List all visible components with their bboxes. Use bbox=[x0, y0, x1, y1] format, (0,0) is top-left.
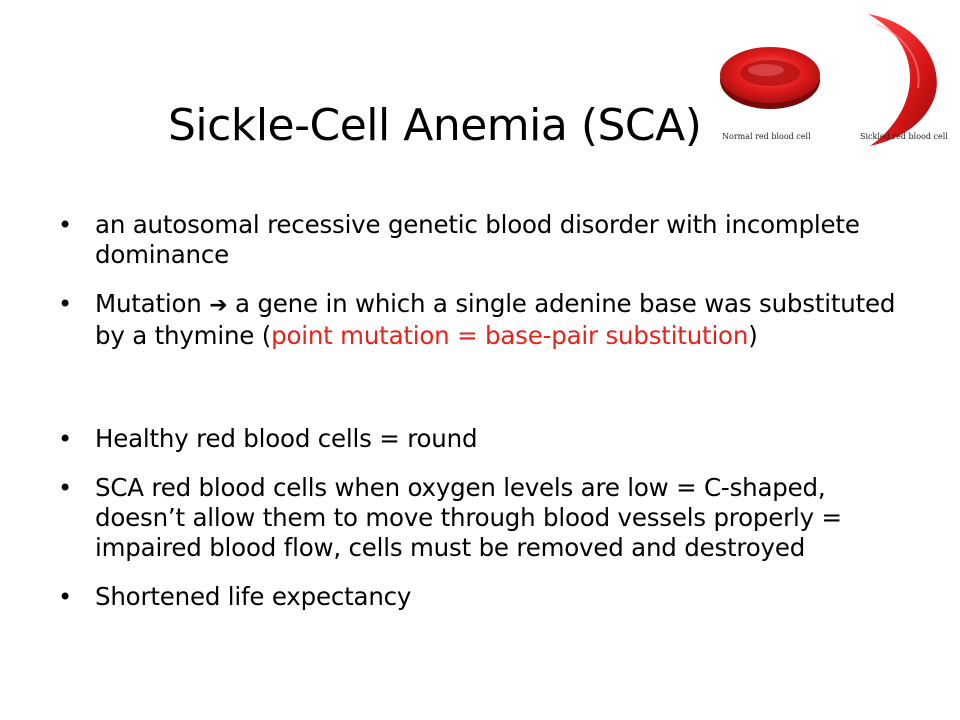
bullet-item bbox=[58, 473, 918, 563]
bullet-text-pre: Mutation bbox=[95, 289, 210, 318]
highlight-text: point mutation = base-pair substitution bbox=[271, 321, 749, 350]
normal-cell-caption: Normal red blood cell bbox=[722, 132, 811, 141]
bullet-item bbox=[58, 424, 918, 454]
bullet-text: Healthy red blood cells = round bbox=[95, 424, 478, 453]
bullet-text: Shortened life expectancy bbox=[95, 582, 412, 611]
bullet-text-mid: a gene in which a single adenine base was substituted by a thymine ( bbox=[95, 289, 896, 350]
normal-red-blood-cell-icon bbox=[720, 47, 820, 109]
bullet-text: SCA red blood cells when oxygen levels are low = C-shaped, doesn’t allow them to move through blood vessels properly = impaired blood flow, cells must be removed and destroyed bbox=[95, 473, 842, 562]
sickled-cell-caption: Sickled red blood cell bbox=[860, 132, 948, 141]
arrow-right-icon: ➔ bbox=[209, 293, 228, 318]
bullet-text-post: ) bbox=[748, 321, 758, 350]
sickled-red-blood-cell-icon bbox=[868, 14, 937, 146]
bullet-item bbox=[58, 289, 918, 351]
bullet-item bbox=[58, 582, 918, 612]
bullet-text: an autosomal recessive genetic blood disorder with incomplete dominance bbox=[95, 210, 860, 269]
slide-title: Sickle-Cell Anemia (SCA) bbox=[168, 100, 702, 151]
blood-cell-figure bbox=[710, 0, 960, 160]
bullet-list bbox=[58, 210, 918, 612]
bullet-item bbox=[58, 210, 918, 270]
